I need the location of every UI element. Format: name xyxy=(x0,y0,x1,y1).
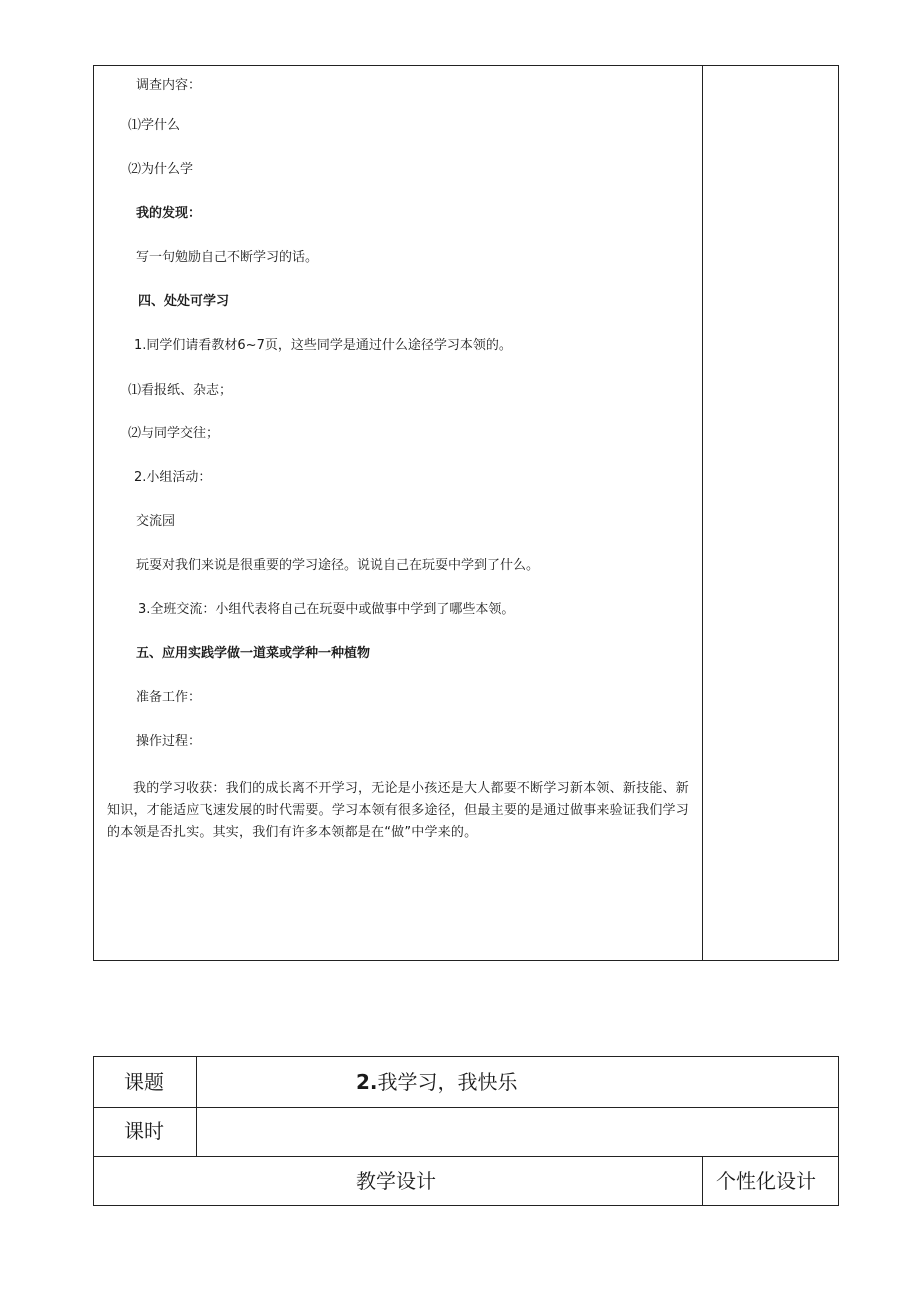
teaching-design-column xyxy=(94,66,702,960)
column-divider xyxy=(702,66,703,960)
exchange-label: 交流园 xyxy=(136,514,176,529)
topic-label: 课题 xyxy=(124,1070,164,1094)
s4-item-1: ⑴看报纸、杂志； xyxy=(128,383,233,398)
row-divider-2 xyxy=(94,1156,838,1157)
personal-design-label: 个性化设计 xyxy=(716,1169,816,1193)
row-divider-1 xyxy=(94,1107,838,1108)
topic-name: 我学习，我快乐 xyxy=(377,1070,518,1094)
process-label: 操作过程： xyxy=(136,734,202,749)
s4-step-3: 3.全班交流：小组代表将自己在玩耍中或做事中学到了哪些本领。 xyxy=(138,602,515,617)
s4-step-1: 1.同学们请看教材6~7页，这些同学是通过什么途径学习本领的。 xyxy=(134,338,512,353)
s4-step-2: 2.小组活动： xyxy=(134,470,212,485)
play-prompt: 玩耍对我们来说是很重要的学习途径。说说自己在玩耍中学到了什么。 xyxy=(136,558,540,573)
design-label: 教学设计 xyxy=(356,1169,436,1193)
survey-item-2: ⑵为什么学 xyxy=(128,162,194,177)
survey-label: 调查内容： xyxy=(136,78,202,93)
topic-number: 2. xyxy=(356,1070,378,1094)
section-4-heading: 四、处处可学习 xyxy=(138,294,230,309)
section-5-heading: 五、应用实践学做一道菜或学种一种植物 xyxy=(136,646,371,661)
period-label: 课时 xyxy=(124,1119,164,1143)
s4-item-2: ⑵与同学交往； xyxy=(128,426,220,441)
survey-item-1: ⑴学什么 xyxy=(128,118,181,133)
prep-label: 准备工作： xyxy=(136,690,202,705)
topic-title xyxy=(356,1070,518,1094)
design-column-divider xyxy=(702,1156,703,1205)
motto-prompt: 写一句勉励自己不断学习的话。 xyxy=(136,250,319,265)
lesson-content-table xyxy=(93,65,839,961)
label-column-divider xyxy=(196,1057,197,1156)
harvest-paragraph: 我的学习收获：我们的成长离不开学习，无论是小孩还是大人都要不断学习新本领、新技能、新知识，才能适应飞速发展的时代需要。学习本领有很多途径，但最主要的是通过做事来验证我们学习的本领是否扎实。其实，我们有许多本领都是在“做”中学来的。 xyxy=(107,781,689,840)
lesson-header-table xyxy=(93,1056,839,1206)
discovery-label: 我的发现： xyxy=(136,206,202,221)
